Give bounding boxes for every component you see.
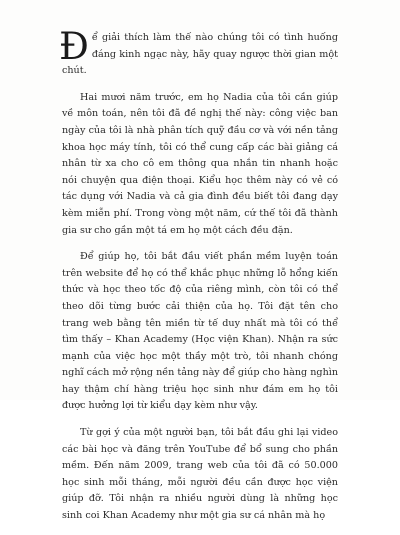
paragraph-1 <box>59 25 338 80</box>
body-text <box>59 25 338 535</box>
paragraph-4: Từ gợi ý của một người bạn, tôi bắt đầu ghi lại video các bài học và đăng trên YouTube để bổ sung cho phần mềm. Đến năm 2009, trang web của tôi đã có 50.000 học sinh mỗi tháng, mỗi người đều cần được học viện giúp đỡ. Tôi nhận ra nhiều người dùng là những học sinh coi Khan Academy như một gia sư cá nhân mà họ <box>62 427 338 522</box>
paragraph-3: Để giúp họ, tôi bắt đầu viết phần mềm luyện toán trên website để họ có thể khắc phục những lỗ hổng kiến thức và học theo tốc độ của riêng mình, còn tôi có thể theo dõi từng bước cải thiện của họ. Tôi đặt tên cho trang web bằng tên miền từ tế duy nhất mà tôi có thể tìm thấy – Khan Academy (Học viện Khan). Nhận ra sức mạnh của việc học một thầy một trò, tôi nhanh chóng nghĩ cách mở rộng nền tảng này để giúp cho hàng nghìn hay thậm chí hàng triệu học sinh như đám em họ tôi được hưởng lợi từ kiểu dạy kèm như vậy. <box>62 251 338 412</box>
paragraph-2: Hai mươi năm trước, em họ Nadia của tôi cần giúp về môn toán, nên tôi đã đề nghị thế này: công việc ban ngày của tôi là nhà phân tích quỹ đầu cơ và với nền tảng khoa học máy tính, tôi có thể cung cấp các bài giảng cá nhân từ xa cho cô em thông qua nhắn tin nhanh hoặc nói chuyện qua điện thoại. Kiểu học thêm này có vẻ có tác dụng với Nadia và cả gia đình đều biết tôi đang dạy kèm miễn phí. Trong vòng một năm, cứ thế tôi đã thành gia sư cho gần một tá em họ một cách đều đặn. <box>62 91 338 236</box>
paragraph-1-text: ể giải thích làm thế nào chúng tôi có tình huống đáng kinh ngạc này, hãy quay ngược thời gian một chút. <box>62 32 338 77</box>
drop-cap: Đ <box>59 25 89 68</box>
